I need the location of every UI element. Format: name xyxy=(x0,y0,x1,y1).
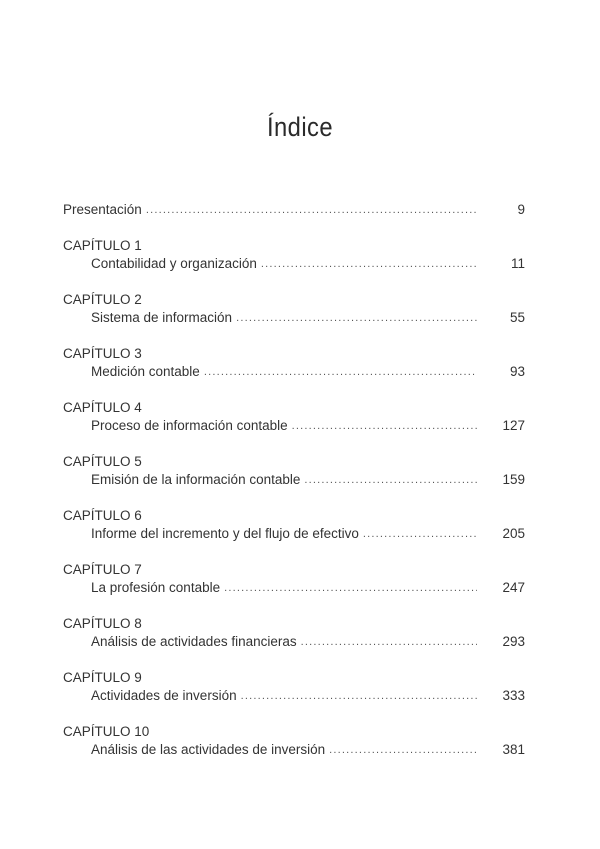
chapter-heading: CAPÍTULO 5 xyxy=(63,454,142,469)
dot-leader xyxy=(304,471,477,489)
dot-leader xyxy=(224,579,477,597)
toc-entry-presentation xyxy=(63,201,525,219)
toc-entry xyxy=(63,255,525,273)
toc-page-number: 9 xyxy=(517,202,525,217)
page-title: Índice xyxy=(266,112,334,142)
dot-leader xyxy=(241,687,477,705)
toc-entry xyxy=(63,417,525,435)
toc-entry-label: Actividades de inversión xyxy=(91,688,237,703)
toc-entry-label: Sistema de información xyxy=(91,310,233,325)
toc-page-number: 159 xyxy=(502,472,525,487)
toc-entry xyxy=(63,525,525,543)
table-of-contents xyxy=(63,201,525,759)
toc-page-number: 333 xyxy=(502,688,525,703)
chapter-heading: CAPÍTULO 1 xyxy=(63,238,142,253)
toc-page-number: 127 xyxy=(502,418,525,433)
chapter-heading: CAPÍTULO 3 xyxy=(63,346,142,361)
toc-page-number: 247 xyxy=(502,580,525,595)
dot-leader xyxy=(292,417,477,435)
chapter-heading: CAPÍTULO 6 xyxy=(63,508,142,523)
toc-page-number: 11 xyxy=(510,256,525,271)
toc-entry xyxy=(63,687,525,705)
dot-leader xyxy=(146,201,477,219)
toc-entry xyxy=(63,741,525,759)
chapter-heading: CAPÍTULO 2 xyxy=(63,292,142,307)
dot-leader xyxy=(204,363,477,381)
toc-entry xyxy=(63,309,525,327)
toc-page-number: 205 xyxy=(502,526,525,541)
dot-leader xyxy=(261,255,477,273)
toc-entry xyxy=(63,471,525,489)
chapter-heading: CAPÍTULO 9 xyxy=(63,670,142,685)
chapter-heading: CAPÍTULO 7 xyxy=(63,562,142,577)
toc-entry-label: Emisión de la información contable xyxy=(91,472,301,487)
chapter-heading: CAPÍTULO 8 xyxy=(63,616,142,631)
toc-page-number: 293 xyxy=(502,634,525,649)
toc-page-number: 55 xyxy=(509,310,525,325)
dot-leader xyxy=(329,741,477,759)
toc-entry-label: Informe del incremento y del flujo de efectivo xyxy=(91,526,359,541)
toc-page-number: 381 xyxy=(502,742,525,757)
toc-entry xyxy=(63,363,525,381)
toc-entry-label: Análisis de las actividades de inversión xyxy=(91,742,326,757)
toc-entry-label: Contabilidad y organización xyxy=(91,256,257,271)
toc-entry-label: Presentación xyxy=(63,202,142,217)
dot-leader xyxy=(301,633,477,651)
toc-page-number: 93 xyxy=(509,364,525,379)
toc-entry-label: Análisis de actividades financieras xyxy=(91,634,297,649)
toc-entry xyxy=(63,633,525,651)
dot-leader xyxy=(236,309,477,327)
toc-entry xyxy=(63,579,525,597)
toc-entry-label: Proceso de información contable xyxy=(91,418,288,433)
chapter-heading: CAPÍTULO 10 xyxy=(63,724,150,739)
toc-entry-label: La profesión contable xyxy=(91,580,221,595)
dot-leader xyxy=(363,525,477,543)
toc-entry-label: Medición contable xyxy=(91,364,200,379)
chapter-heading: CAPÍTULO 4 xyxy=(63,400,142,415)
